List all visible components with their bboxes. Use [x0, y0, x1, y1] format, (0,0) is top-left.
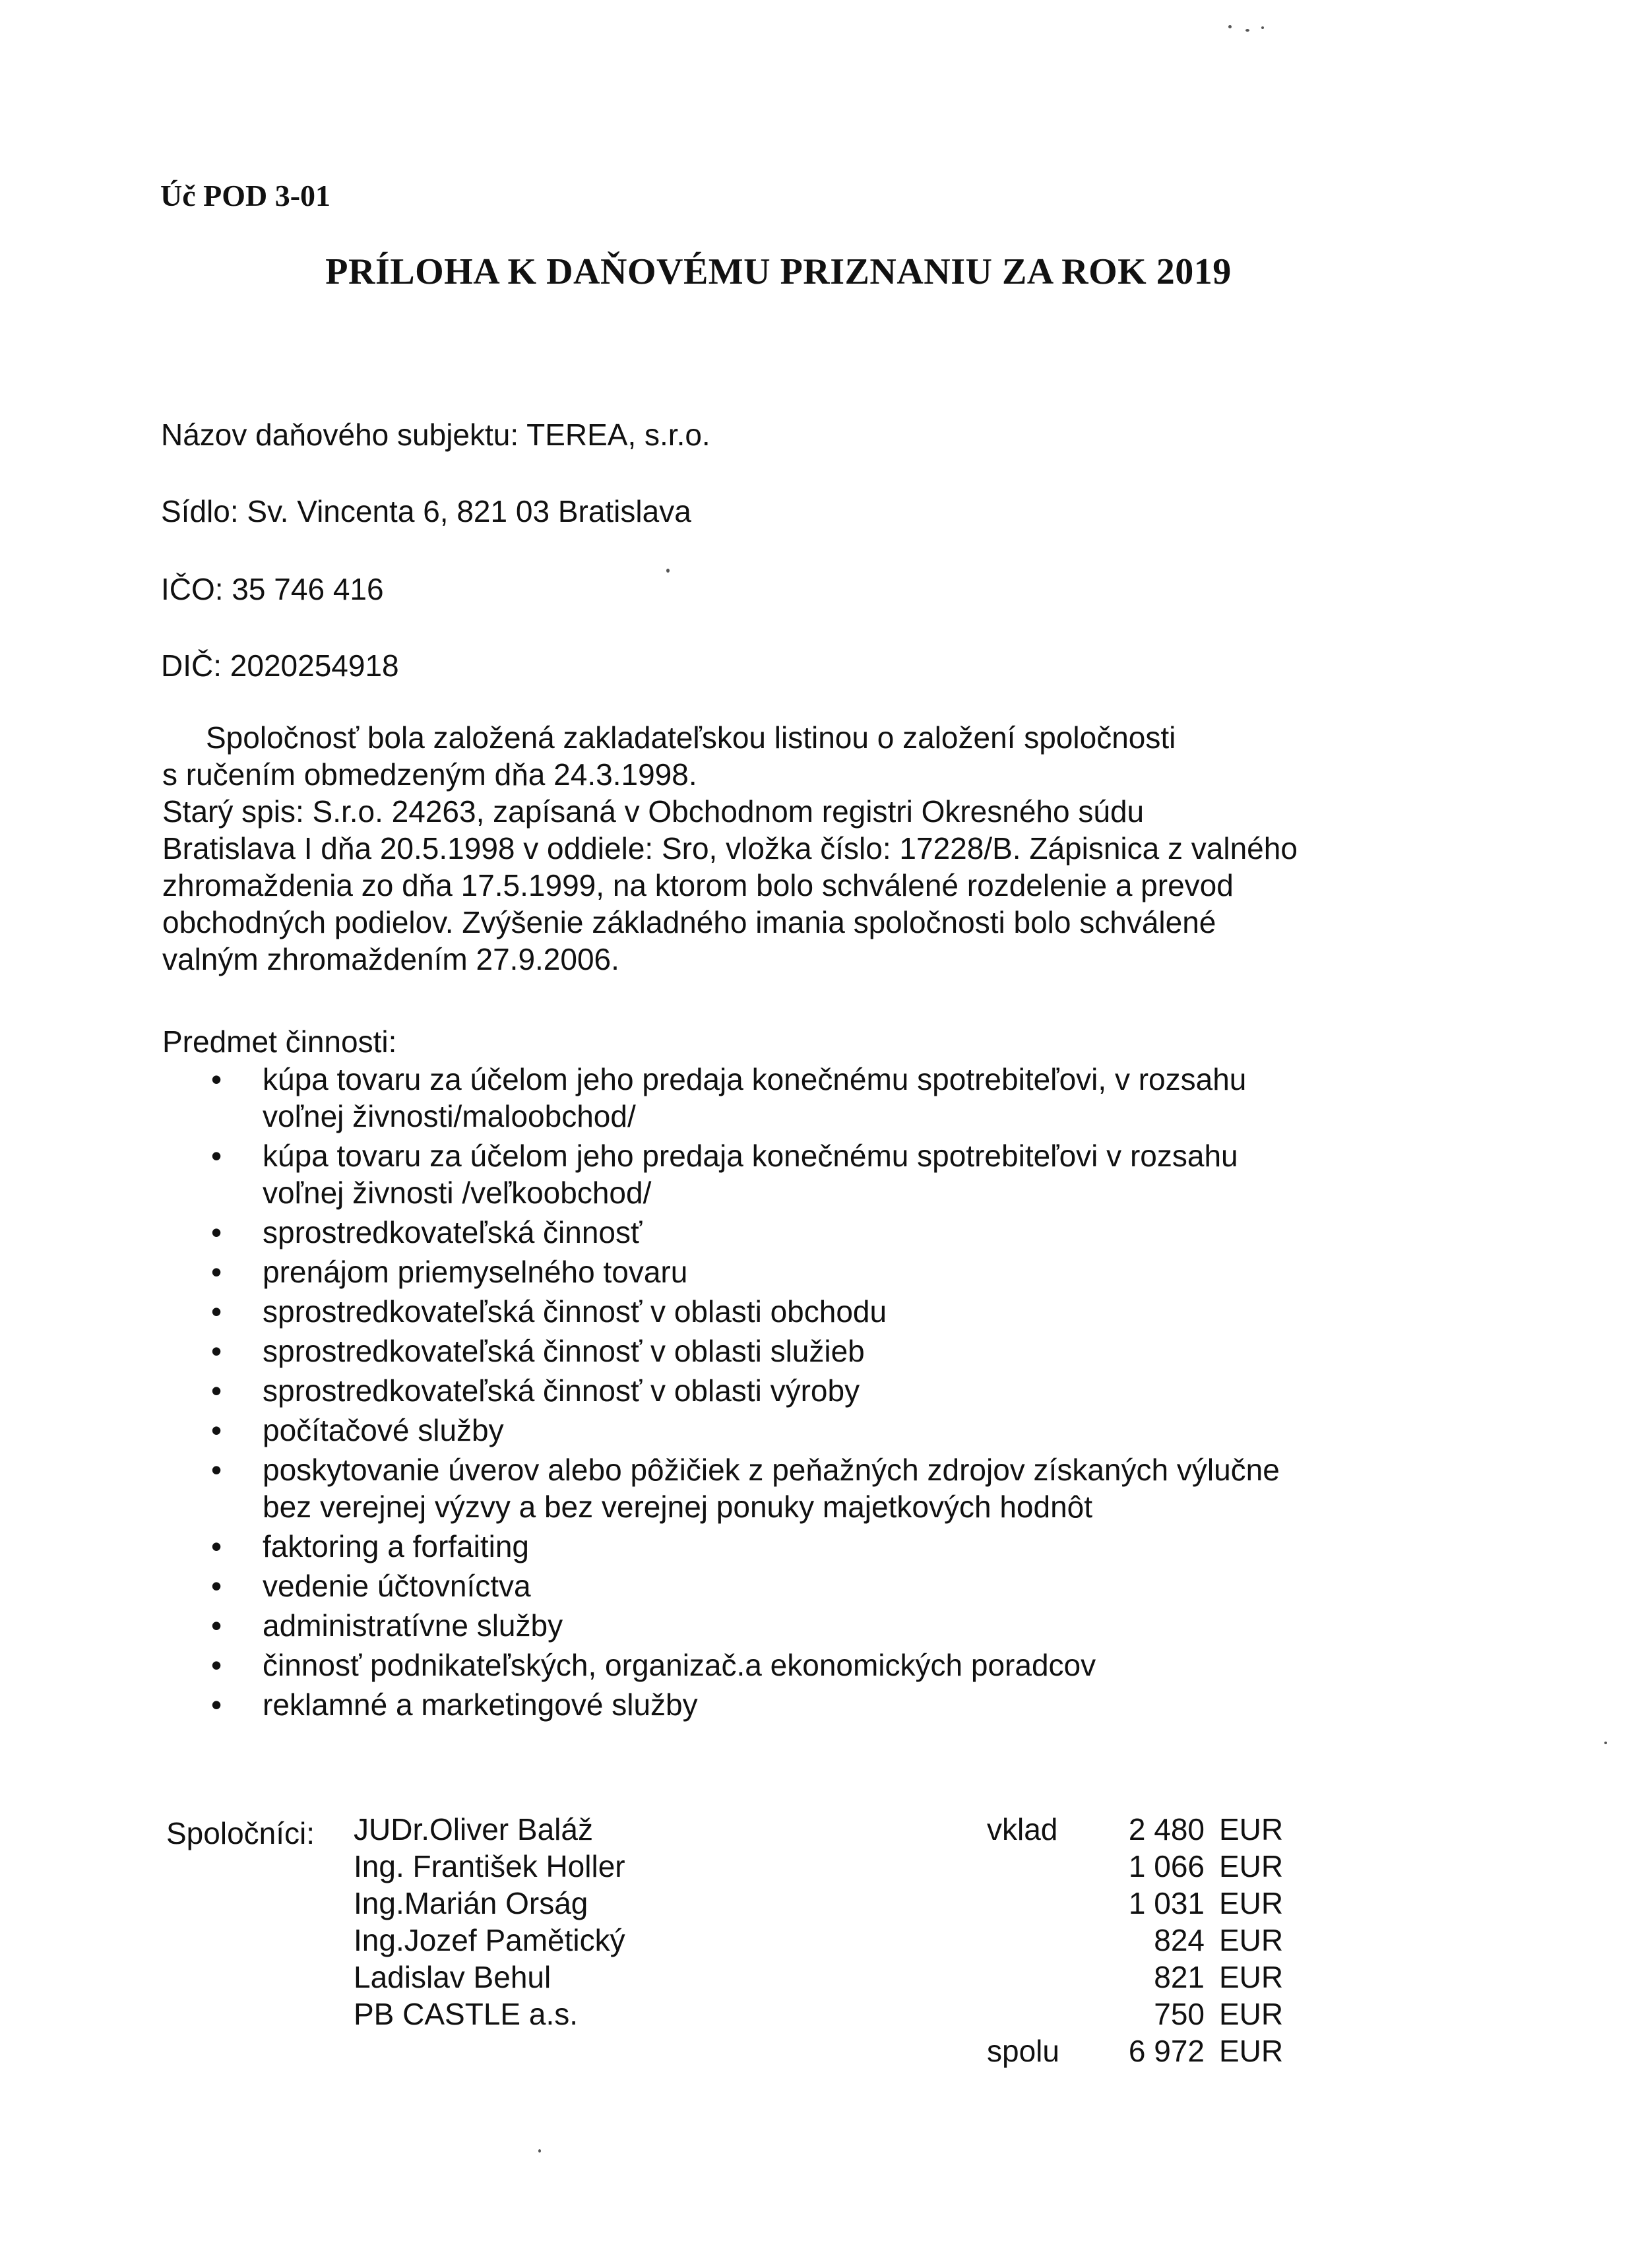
partner-currency: EUR — [1219, 1923, 1284, 1957]
partner-name: PB CASTLE a.s. — [354, 1997, 579, 2031]
partners-label: Spoločníci: — [166, 1816, 315, 1850]
bullet-icon: • — [210, 1413, 222, 1447]
partner-row — [354, 1811, 1298, 1848]
activity-item: • vedenie účtovníctva — [210, 1569, 531, 1603]
deposit-label: vklad — [987, 1812, 1058, 1846]
partner-amount: 821 — [1154, 1960, 1205, 1994]
founding-line: Starý spis: S.r.o. 24263, zapísaná v Obchodnom registri Okresného súdu — [162, 794, 1145, 829]
total-amount: 6 972 — [1128, 2034, 1205, 2068]
bullet-icon: • — [210, 1608, 222, 1643]
partner-row — [354, 1996, 1298, 2032]
activity-item: • poskytovanie úverov alebo pôžičiek z peňažných zdrojov získaných výlučne bez verejnej výzvy a bez verejnej ponuky majetkových hodnôt — [210, 1453, 1280, 1524]
partner-name: JUDr.Oliver Baláž — [354, 1812, 593, 1846]
scan-speck — [1228, 25, 1232, 28]
bullet-icon: • — [210, 1139, 222, 1173]
founding-line: Spoločnosť bola založená zakladateľskou listinou o založení spoločnosti — [206, 720, 1176, 755]
activity-item: • činnosť podnikateľských, organizač.a ekonomických poradcov — [210, 1648, 1096, 1682]
activity-item: • kúpa tovaru za účelom jeho predaja konečnému spotrebiteľovi v rozsahu voľnej živnosti /veľkoobchod/ — [210, 1139, 1238, 1210]
activity-item: • reklamné a marketingové služby — [210, 1687, 698, 1722]
partners-total-row — [354, 2032, 1298, 2069]
subject-dic: DIČ: 2020254918 — [161, 648, 399, 683]
activity-item: • faktoring a forfaiting — [210, 1529, 530, 1563]
partner-name: Ladislav Behul — [354, 1960, 551, 1994]
bullet-icon: • — [210, 1215, 222, 1249]
founding-paragraph — [162, 719, 1416, 978]
activity-item: • kúpa tovaru za účelom jeho predaja konečnému spotrebiteľovi, v rozsahu voľnej živnosti/maloobchod/ — [210, 1062, 1247, 1133]
founding-line: obchodných podielov. Zvýšenie základného imania spoločnosti bolo schválené — [162, 905, 1216, 939]
partner-amount: 750 — [1154, 1997, 1205, 2031]
scan-speck — [1604, 1742, 1607, 1744]
partner-currency: EUR — [1219, 1886, 1284, 1920]
bullet-icon: • — [210, 1453, 222, 1487]
document-code: Úč POD 3-01 — [160, 179, 331, 212]
partner-row — [354, 1922, 1298, 1959]
partner-name: Ing.Jozef Pamětický — [354, 1923, 625, 1957]
activities-label: Predmet činnosti: — [162, 1024, 397, 1059]
document-title: PRÍLOHA K DAŇOVÉMU PRIZNANIU ZA ROK 2019 — [325, 251, 1232, 292]
partner-currency: EUR — [1219, 1997, 1284, 2031]
partner-amount: 824 — [1154, 1923, 1205, 1957]
activity-item: • sprostredkovateľská činnosť v oblasti výroby — [210, 1373, 860, 1408]
partner-amount: 2 480 — [1128, 1812, 1205, 1846]
scan-speck — [1245, 29, 1249, 32]
bullet-icon: • — [210, 1529, 222, 1563]
activities-list — [210, 1061, 1280, 1726]
founding-line: zhromaždenia zo dňa 17.5.1999, na ktorom bolo schválené rozdelenie a prevod — [162, 868, 1234, 902]
partner-row — [354, 1848, 1298, 1885]
subject-name: Názov daňového subjektu: TEREA, s.r.o. — [161, 418, 710, 452]
partner-amount: 1 031 — [1128, 1886, 1205, 1920]
bullet-icon: • — [210, 1373, 222, 1408]
partner-currency: EUR — [1219, 1812, 1284, 1846]
bullet-icon: • — [210, 1569, 222, 1603]
subject-address: Sídlo: Sv. Vincenta 6, 821 03 Bratislava — [161, 494, 691, 528]
bullet-icon: • — [210, 1334, 222, 1368]
activity-item: • sprostredkovateľská činnosť — [210, 1215, 643, 1249]
bullet-icon: • — [210, 1294, 222, 1329]
subject-ico: IČO: 35 746 416 — [161, 572, 384, 606]
partners-table — [354, 1811, 1298, 2069]
activity-item: • prenájom priemyselného tovaru — [210, 1255, 688, 1289]
activity-item: • sprostredkovateľská činnosť v oblasti služieb — [210, 1334, 865, 1368]
bullet-icon: • — [210, 1255, 222, 1289]
total-label: spolu — [987, 2034, 1059, 2068]
scan-speck — [666, 569, 670, 573]
partner-name: Ing.Marián Orság — [354, 1886, 588, 1920]
bullet-icon: • — [210, 1062, 222, 1096]
scan-speck — [538, 2149, 541, 2153]
partner-amount: 1 066 — [1128, 1849, 1205, 1883]
bullet-icon: • — [210, 1687, 222, 1722]
total-currency: EUR — [1219, 2034, 1284, 2068]
partner-currency: EUR — [1219, 1960, 1284, 1994]
activity-item: • administratívne služby — [210, 1608, 563, 1643]
partner-currency: EUR — [1219, 1849, 1284, 1883]
bullet-icon: • — [210, 1648, 222, 1682]
partner-row — [354, 1885, 1298, 1922]
founding-line: s ručením obmedzeným dňa 24.3.1998. — [162, 757, 697, 792]
scan-speck — [1261, 26, 1264, 29]
activity-item: • sprostredkovateľská činnosť v oblasti obchodu — [210, 1294, 887, 1329]
founding-line: valným zhromaždením 27.9.2006. — [162, 942, 619, 976]
founding-line: Bratislava I dňa 20.5.1998 v oddiele: Sro, vložka číslo: 17228/B. Zápisnica z valného — [162, 831, 1298, 866]
partner-name: Ing. František Holler — [354, 1849, 625, 1883]
activity-item: • počítačové služby — [210, 1413, 504, 1447]
partner-row — [354, 1959, 1298, 1996]
